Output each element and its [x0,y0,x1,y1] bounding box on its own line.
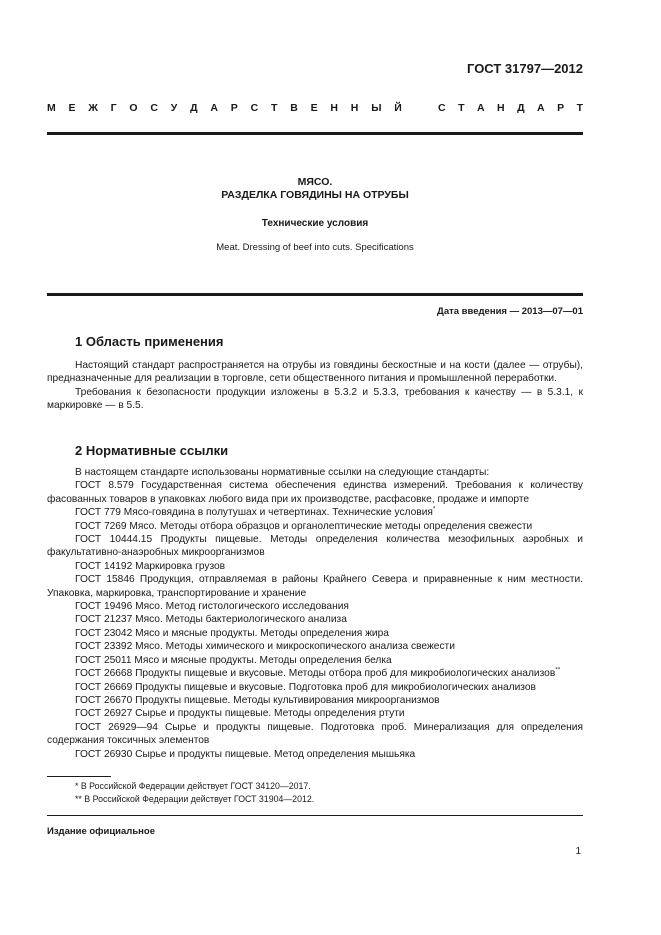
reference-text: ГОСТ 19496 Мясо. Метод гистологического исследования [75,601,349,613]
title-english: Meat. Dressing of beef into cuts. Specifications [216,242,414,253]
section1-heading: 1 Область применения [75,334,224,349]
reference-text: ГОСТ 21237 Мясо. Методы бактериологического анализа [75,614,347,626]
section2-body [47,466,583,761]
reference-item [47,600,583,613]
reference-text: ГОСТ 14192 Маркировка грузов [75,560,226,572]
footnote-marker: ** [555,666,561,674]
edition-label: Издание официальное [47,826,155,837]
reference-text: ГОСТ 26669 Продукты пищевые и вкусовые. Подготовка проб для микробиологических анализов [75,681,536,693]
section1-paragraph: Настоящий стандарт распространяется на отрубы из говядины бескостные и на кости (далее — отрубы), предназначенные для реализации в торговле, сети общественного питания и промышленной переработки. [47,360,583,385]
reference-item [47,560,583,573]
title-rule [47,293,583,296]
reference-item [47,748,583,761]
footnote-rule [47,776,111,777]
standard-type-heading [47,102,583,114]
reference-item [47,520,583,533]
reference-item [47,721,583,748]
reference-text: ГОСТ 7269 Мясо. Методы отбора образцов и органолептические методы определения свежести [75,520,533,532]
reference-text: ГОСТ 10444.15 Продукты пищевые. Методы определения количества мезофильных аэробных и факультативно-анаэробных микроорганизмов [47,534,583,559]
footnote: ** В Российской Федерации действует ГОСТ 31904—2012. [75,794,315,804]
reference-item [47,667,583,680]
introduction-date: Дата введения — 2013—07—01 [437,306,583,317]
footnote: * В Российской Федерации действует ГОСТ 34120—2017. [75,781,311,791]
reference-text: ГОСТ 26929—94 Сырье и продукты пищевые. Подготовка проб. Минерализация для определения содержания токсичных элементов [47,721,583,747]
reference-text: ГОСТ 26668 Продукты пищевые и вкусовые. Методы отбора проб для микробиологических анализов [75,668,556,680]
reference-text: ГОСТ 23392 Мясо. Методы химического и микроскопического анализа свежести [75,641,455,653]
document-code: ГОСТ 31797—2012 [467,61,583,76]
footer-rule [47,815,583,816]
reference-text: ГОСТ 779 Мясо-говядина в полутушах и четвертинах. Технические условия [75,507,433,519]
section2-intro: В настоящем стандарте использованы нормативные ссылки на следующие стандарты: [75,467,490,478]
reference-item [47,627,583,640]
title-line2: РАЗДЕЛКА ГОВЯДИНЫ НА ОТРУБЫ [221,189,409,201]
reference-text: ГОСТ 26930 Сырье и продукты пищевые. Метод определения мышьяка [75,748,416,760]
reference-item [47,506,583,519]
title-line1: МЯСО. [297,176,333,188]
reference-text: ГОСТ 25011 Мясо и мясные продукты. Методы определения белка [75,654,392,666]
reference-item [47,479,583,506]
section1-body [47,359,583,413]
reference-item [47,533,583,560]
reference-text: ГОСТ 15846 Продукция, отправляемая в районы Крайнего Севера и приравненные к ним местности. Упаковка, маркировка, транспортирование и хранение [47,574,583,599]
reference-item [47,694,583,707]
reference-item [47,613,583,626]
reference-text: ГОСТ 8.579 Государственная система обеспечения единства измерений. Требования к количеству фасованных товаров в упаковках любого вида при их производстве, расфасовке, продаже и импорте [47,480,583,505]
standard-type-word1: М Е Ж Г О С У Д А Р С Т В Е Н Н Ы Й [47,102,402,114]
reference-item [47,681,583,694]
reference-item [47,707,583,720]
reference-item [47,654,583,667]
footnote-marker: * [432,505,436,513]
page-number: 1 [575,846,581,857]
header-rule [47,132,583,135]
section1-paragraph: Требования к безопасности продукции изложены в 5.3.2 и 5.3.3, требования к качеству — в 5.3.1, к маркировке — в 5.5. [47,386,583,412]
standard-type-word2: С Т А Н Д А Р Т [438,102,583,114]
reference-text: ГОСТ 23042 Мясо и мясные продукты. Методы определения жира [75,627,389,639]
title-subtitle: Технические условия [261,218,369,229]
reference-text: ГОСТ 26927 Сырье и продукты пищевые. Методы определения ртути [75,708,405,720]
reference-item [47,640,583,653]
reference-item [47,573,583,600]
section2-heading: 2 Нормативные ссылки [75,443,229,458]
reference-text: ГОСТ 26670 Продукты пищевые. Методы культивирования микроорганизмов [75,694,440,706]
